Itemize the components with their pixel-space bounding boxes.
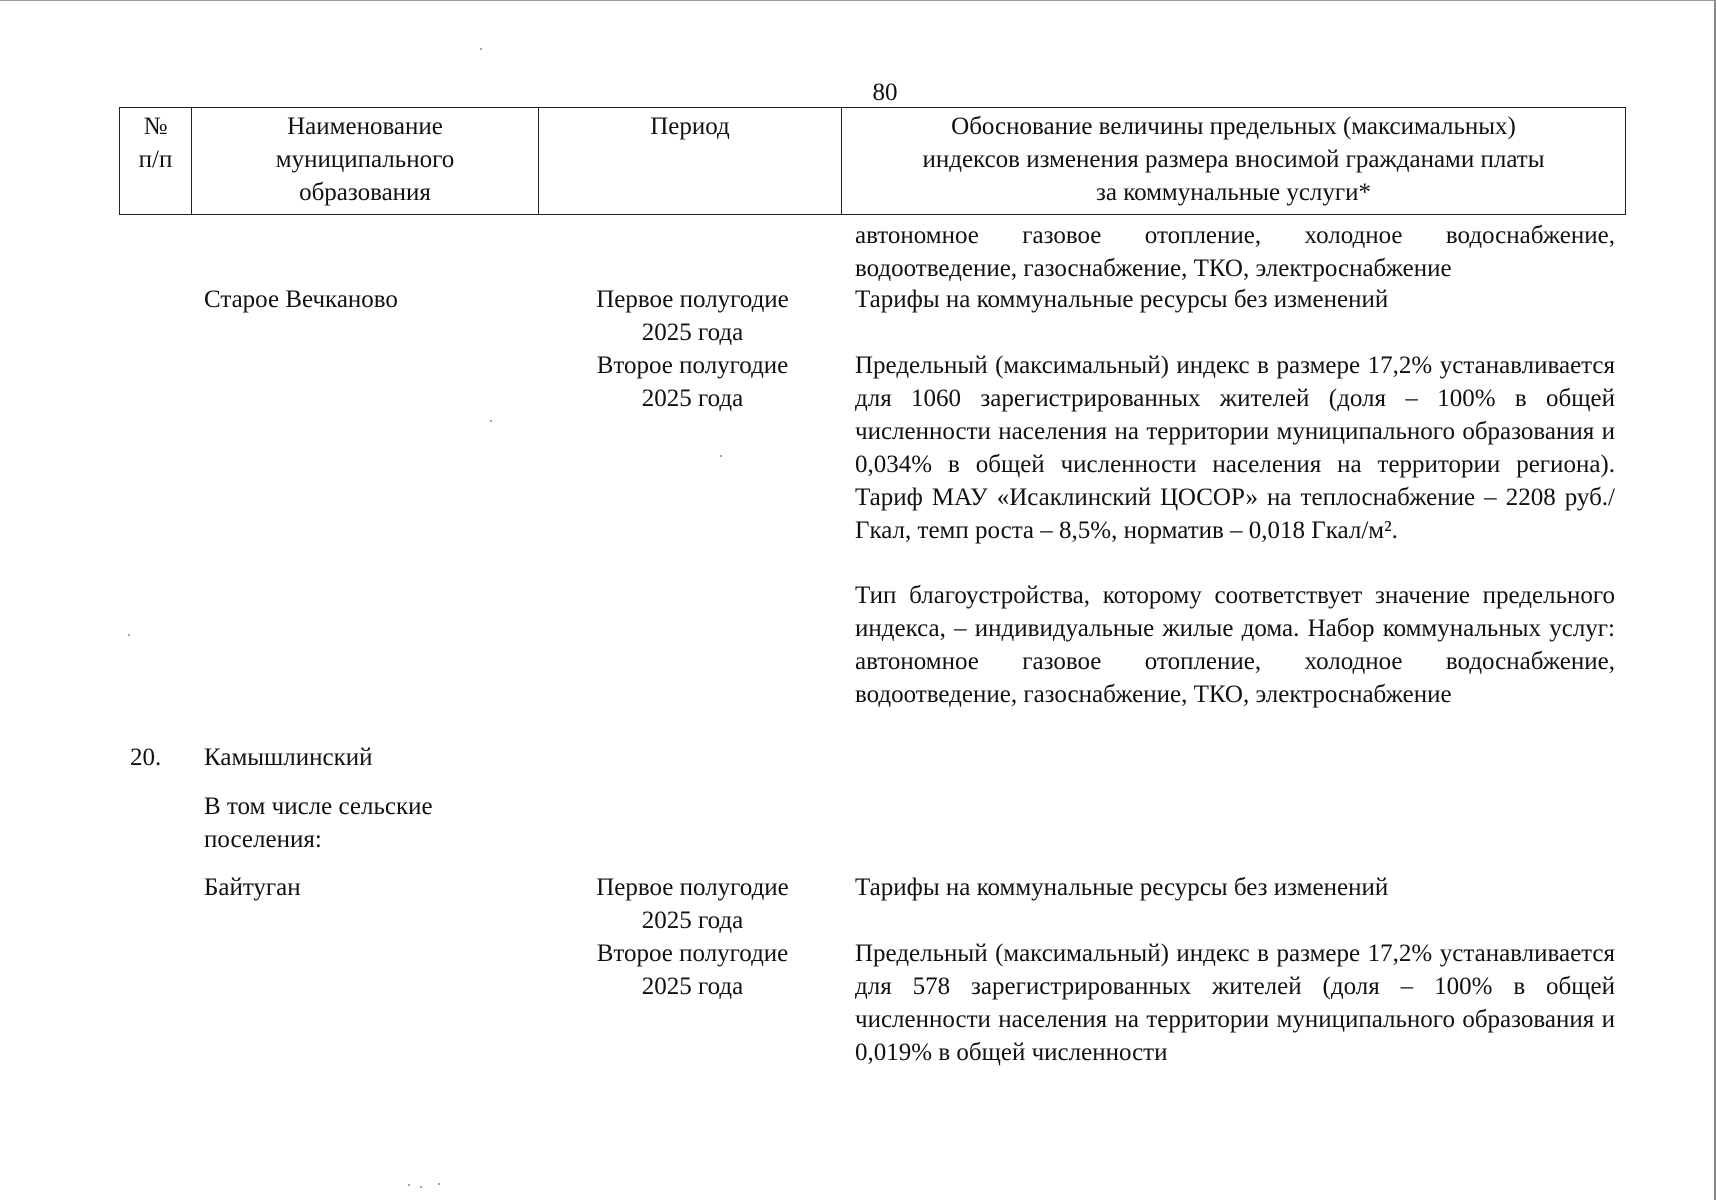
municipality-name-kamyshla: Камышлинский: [204, 744, 373, 771]
row-number-20: 20.: [130, 744, 162, 771]
period-first-half-starovechkanovo: Первое полугодие 2025 года: [596, 286, 789, 346]
header-number: № п/п: [120, 108, 192, 214]
scan-speck: [128, 634, 130, 636]
header-justification: Обоснование величины предельных (максимальных) индексов изменения размера вносимой гражданами платы за коммунальные услуги*: [922, 113, 1545, 206]
scan-speck: [480, 48, 482, 50]
basis-second-half-baytugan: Предельный (максимальный) индекс в размере 17,2% устанавливается для 578 зарегистрированных жителей (доля – 100% в общей численности населения на территории муниципального образования и 0,019% в общей численности: [855, 940, 1615, 1066]
basis-second-half-starovechkanovo-continued: Тип благоустройства, которому соответствует значение предельного индекса, – индивидуальные жилые дома. Набор коммунальных услуг: автономное газовое отопление, холодное водоснабжение, водоотведение, газоснабжение, ТКО, электроснабжение: [855, 582, 1615, 708]
scan-speck: [720, 455, 722, 457]
rural-settlements-subheading: В том числе сельские поселения:: [204, 793, 433, 853]
header-period: Период: [539, 108, 842, 214]
basis-second-half-starovechkanovo: Предельный (максимальный) индекс в размере 17,2% устанавливается для 1060 зарегистрированных жителей (доля – 100% в общей численности населения на территории муниципального образования и 0,034% в общей численности населения на территории региона). Тариф МАУ «Исаклинский ЦОСОР» на теплоснабжение – 2208 руб./Гкал, темп роста – 8,5%, норматив – 0,018 Гкал/м².: [855, 352, 1615, 544]
scan-edge-top: [0, 0, 1716, 1]
scan-speck: [438, 1183, 440, 1185]
continued-basis-text: автономное газовое отопление, холодное водоснабжение, водоотведение, газоснабжение, ТКО, электроснабжение: [855, 222, 1615, 282]
scan-speck: [490, 420, 492, 422]
period-first-half-baytugan: Первое полугодие 2025 года: [596, 874, 789, 934]
table-header: [119, 107, 1626, 215]
page-number: 80: [872, 79, 898, 106]
municipality-name-baytugan: Байтуган: [204, 874, 301, 901]
scan-speck: [420, 1186, 422, 1188]
header-municipality-name: Наименование муниципального образования: [192, 108, 539, 214]
period-second-half-baytugan: Второе полугодие 2025 года: [596, 940, 789, 1000]
basis-first-half-baytugan: Тарифы на коммунальные ресурсы без изменений: [855, 874, 1389, 901]
period-second-half-starovechkanovo: Второе полугодие 2025 года: [596, 352, 789, 412]
basis-first-half-starovechkanovo: Тарифы на коммунальные ресурсы без изменений: [855, 286, 1389, 313]
scan-speck: [408, 1184, 410, 1186]
municipality-name-starovechkanovo: Старое Вечканово: [204, 286, 398, 313]
